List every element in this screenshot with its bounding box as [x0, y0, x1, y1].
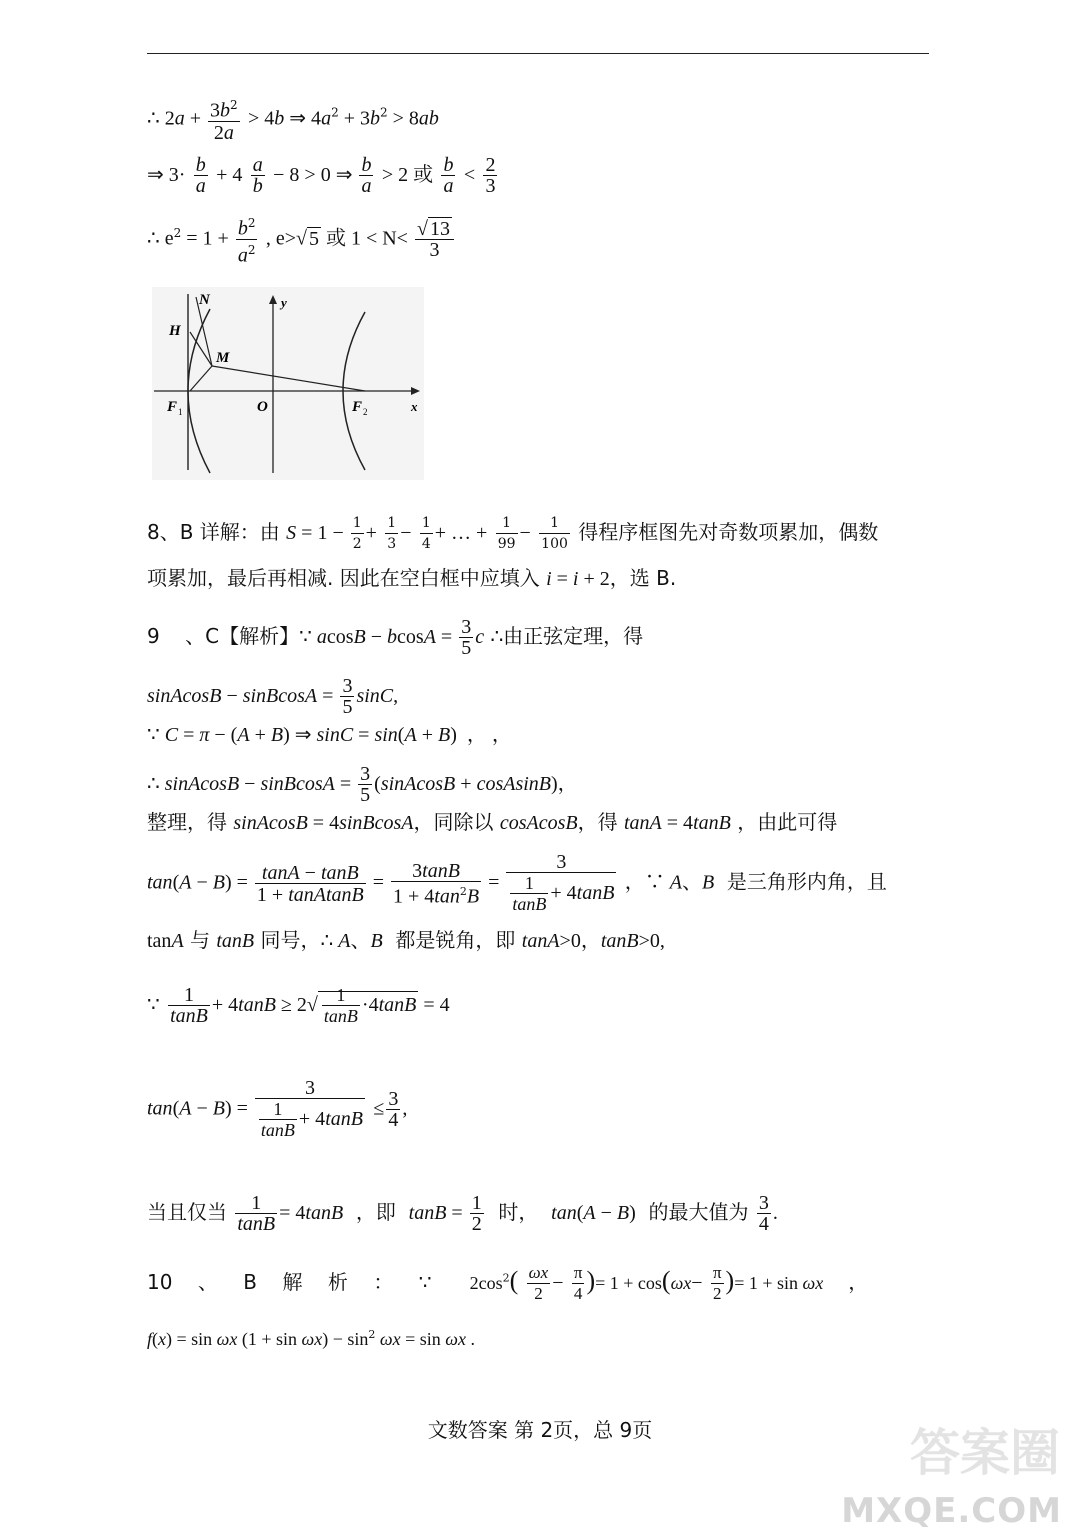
header-rule — [147, 53, 929, 54]
q10-line-1: 10 、 B 解 析 ： ∵ $2\cos^2$( $\frac{\omega x}{2}$ − $\frac{\pi}{4}$ )= 1 + cos(ωx− $\frac{\pi}{2}$ )= 1 + sin ωx ， — [147, 1263, 869, 1303]
q9-line-6: tan(A − B) = $\frac{\tan A - \tan B}{\text{1 + tanAtanB}}$ = $\frac{3\tan B}{1 + 4\tan^2B}$ = 3 $\frac{1}{\tan B}$ + 4tanB ，∵ A、B 是三角形内角，且 — [147, 851, 887, 914]
q9-line-3: ∵ C = π − (A + B) ⇒ sinC = sin(A + B) ， ， — [147, 724, 512, 746]
label-h: H — [169, 323, 181, 339]
q9-line-5: 整理，得 sinAcosB = 4sinBcosA，同除以 cosAcosB，得 tanA = 4tanB ，由此可得 — [147, 810, 838, 834]
hyperbola-figure — [152, 287, 424, 480]
label-o: O — [257, 399, 268, 415]
q9-line-2: sinAcosB − sinBcosA = $\frac{3}{5}$ sinC, — [147, 675, 399, 718]
q9-line-7: tanA 与 tanB 同号，∴ A、B 都是锐角，即 tanA>0，tanB>0, — [147, 928, 665, 952]
q9-line-8: ∵ $\frac{1}{\tan B}$ + 4tanB ≥ 2√ $\frac{1}{\tan B}$ ·4tanB = 4 — [147, 984, 450, 1027]
q9-line-1: 9 、C【解析】∵ acosB − bcosA = $\frac{3}{5}$ c ∴由正弦定理，得 — [147, 616, 644, 659]
label-f2-sub: 2 — [363, 407, 368, 417]
q8-line-1: 8、B 详解：由 S = 1 − $\frac{1}{2}$ + $\frac{1}{3}$ − $\frac{1}{4}$ + … + $\frac{1}{99}$ − $\frac{1}{100}$ 得程序框图先对奇数项累加，偶数 — [147, 515, 879, 552]
label-n: N — [199, 292, 210, 308]
label-f1: F — [167, 399, 178, 415]
q9-line-9: tan(A − B) = 3 $\frac{1}{\tan B}$ + 4tanB ≤ $\frac{3}{4}$ , — [147, 1077, 408, 1140]
watermark-logo: 答案圈 — [910, 1424, 1060, 1482]
derivation-line-3: ∴ $e^2 = 1$ + $\frac{b^2}{a^2}$ , e>√ 5 或 1 < N< $\frac{√ 13}{3}$ — [147, 213, 456, 265]
page-footer: 文数答案 第 2页，总 9页 — [427, 1418, 653, 1442]
label-m: M — [216, 350, 230, 366]
label-f1-sub: 1 — [178, 407, 183, 417]
derivation-line-2: ⇒ 3· $\frac{b}{a}$ + 4 $\frac{a}{b}$ − 8 > 0 ⇒ $\frac{b}{a}$ > 2 或 $\frac{b}{a}$ < $\frac{2}{3}$ — [147, 154, 496, 197]
label-f2: F — [352, 399, 363, 415]
q9-line-10: 当且仅当 $\frac{1}{\tan B}$ = 4tanB ，即 tanB = $\frac{1}{2}$ 时， tan(A − B) 的最大值为 $\frac{3}{4}$ . — [147, 1192, 778, 1235]
q8-line-2: 项累加，最后再相减. 因此在空白框中应填入 i = i + 2，选 B. — [147, 566, 677, 590]
watermark-text: MXQE.COM — [841, 1491, 1062, 1531]
q10-line-2: f(x) = sin ωx $(1 + \sin \omega x) - \sin^2 \omega x = \sin \omega x$ . — [147, 1328, 475, 1349]
q9-line-4: ∴ sinAcosB − sinBcosA = $\frac{3}{5}$ (sinAcosB + cosAsinB)， — [147, 763, 578, 806]
label-y: y — [281, 295, 287, 310]
label-x: x — [411, 399, 418, 414]
derivation-line-1: ∴ 2a + $\frac{3b^2}{2a}$ > 4b ⇒ $4a^2 + 3b^2 > 8ab$ — [147, 95, 439, 143]
